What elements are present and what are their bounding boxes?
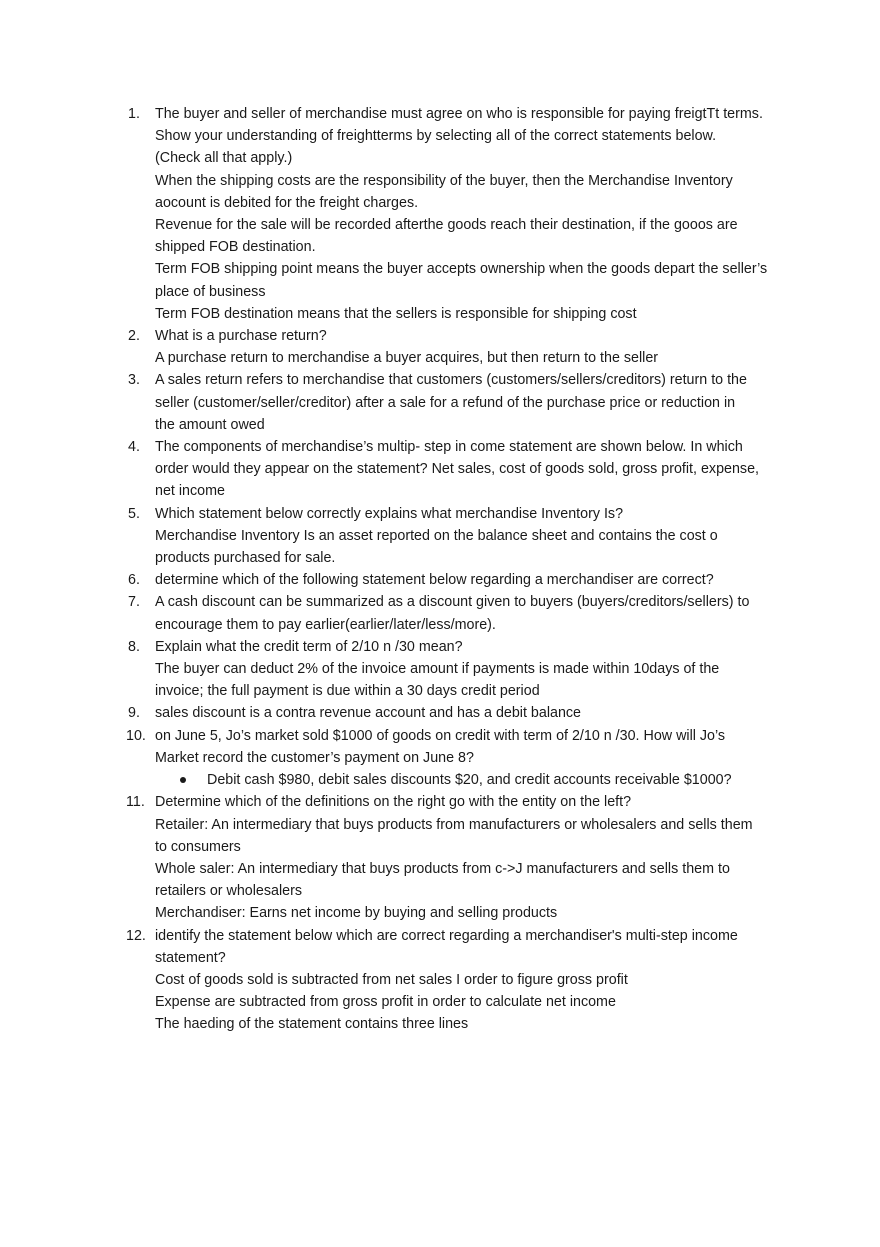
- question-text-line: Merchandiser: Earns net income by buying and selling products: [155, 905, 558, 922]
- question-text-line: Term FOB destination means that the sellers is responsible for shipping cost: [155, 305, 637, 322]
- question-text-line: Show your understanding of freightterms by selecting all of the correct statements below.: [155, 128, 717, 145]
- question-text-line: to consumers: [155, 838, 241, 855]
- question-text-line: Revenue for the sale will be recorded afterthe goods reach their destination, if the gooos are: [155, 217, 738, 234]
- question-text-line: order would they appear on the statement? Net sales, cost of goods sold, gross profit, expense,: [155, 461, 759, 478]
- question-item: [128, 436, 780, 503]
- question-item: [128, 702, 780, 724]
- question-text-line: Cost of goods sold is subtracted from net sales I order to figure gross profit: [155, 971, 628, 988]
- question-number: 12.: [126, 927, 146, 944]
- question-text-line: place of business: [155, 283, 266, 300]
- question-number: 5.: [128, 505, 140, 522]
- question-item: [126, 725, 780, 792]
- question-text-line: shipped FOB destination.: [155, 239, 316, 256]
- question-text-line: identify the statement below which are correct regarding a merchandiser's multi-step income: [155, 927, 738, 944]
- question-text-line: (Check all that apply.): [155, 150, 293, 167]
- question-item: [126, 791, 780, 924]
- question-text-line: Whole saler: An intermediary that buys products from c->J manufacturers and sells them to: [155, 860, 730, 877]
- question-item: [126, 925, 780, 1036]
- question-item: [128, 369, 780, 436]
- question-text-line: sales discount is a contra revenue account and has a debit balance: [155, 705, 582, 722]
- question-number: 9.: [128, 705, 140, 722]
- question-item: [128, 636, 780, 703]
- question-text-line: retailers or wholesalers: [155, 883, 302, 900]
- bullet-dot-icon: [180, 777, 186, 783]
- question-number: 1.: [128, 106, 140, 122]
- question-number: 10.: [126, 727, 146, 744]
- question-text-line: The components of merchandise’s multip- step in come statement are shown below. In which: [155, 439, 743, 456]
- question-list: [126, 103, 780, 1036]
- question-text-line: Retailer: An intermediary that buys products from manufacturers or wholesalers and sells them: [155, 816, 753, 833]
- question-item: [128, 503, 780, 570]
- question-text-line: Term FOB shipping point means the buyer accepts ownership when the goods depart the seller’s: [155, 261, 768, 278]
- question-number: 7.: [128, 594, 140, 611]
- question-text-line: Which statement below correctly explains what merchandise Inventory Is?: [155, 505, 624, 522]
- question-number: 11.: [126, 794, 145, 811]
- question-text-line: determine which of the following statement below regarding a merchandiser are correct?: [155, 572, 714, 589]
- question-text-line: A purchase return to merchandise a buyer acquires, but then return to the seller: [155, 350, 659, 367]
- question-number: 4.: [128, 439, 140, 456]
- question-text-line: statement?: [155, 949, 226, 966]
- question-item: [128, 569, 780, 591]
- question-text-line: on June 5, Jo’s market sold $1000 of goods on credit with term of 2/10 n /30. How will Jo’s: [155, 727, 726, 744]
- question-text-line: net income: [155, 483, 225, 500]
- question-text-line: What is a purchase return?: [155, 328, 327, 345]
- question-text-line: A cash discount can be summarized as a discount given to buyers (buyers/creditors/sellers) to: [155, 594, 750, 611]
- question-text-line: The haeding of the statement contains three lines: [155, 1016, 469, 1033]
- question-text-line: Market record the customer’s payment on June 8?: [155, 749, 474, 766]
- question-text-line: Merchandise Inventory Is an asset reported on the balance sheet and contains the cost o: [155, 527, 718, 544]
- question-number: 6.: [128, 572, 140, 589]
- question-item: [128, 103, 780, 325]
- question-text-line: When the shipping costs are the responsibility of the buyer, then the Merchandise Inventory: [155, 172, 733, 189]
- question-text-line: The buyer can deduct 2% of the invoice amount if payments is made within 10days of the: [155, 661, 720, 678]
- question-text-line: A sales return refers to merchandise that customers (customers/sellers/creditors) return to the: [155, 372, 747, 389]
- question-number: 2.: [128, 328, 140, 345]
- question-text-line: Determine which of the definitions on the right go with the entity on the left?: [155, 794, 632, 811]
- question-number: 3.: [128, 372, 140, 389]
- question-item: [128, 591, 780, 635]
- question-text-line: Expense are subtracted from gross profit in order to calculate net income: [155, 994, 616, 1011]
- question-text-line: encourage them to pay earlier(earlier/later/less/more).: [155, 616, 496, 633]
- question-text-line: Explain what the credit term of 2/10 n /30 mean?: [155, 638, 463, 655]
- question-text-line: products purchased for sale.: [155, 550, 336, 567]
- question-text-line: seller (customer/seller/creditor) after a sale for a refund of the purchase price or reduction in: [155, 394, 736, 411]
- question-text-line: The buyer and seller of merchandise must agree on who is responsible for paying freigtTt terms.: [155, 106, 763, 122]
- question-item: [128, 325, 780, 369]
- question-text-line: the amount owed: [155, 416, 265, 433]
- question-number: 8.: [128, 638, 140, 655]
- question-text-line: invoice; the full payment is due within a 30 days credit period: [155, 683, 540, 700]
- bullet-text: Debit cash $980, debit sales discounts $20, and credit accounts receivable $1000?: [207, 772, 732, 789]
- question-text-line: aocount is debited for the freight charges.: [155, 194, 419, 211]
- bullet-item: [155, 769, 780, 791]
